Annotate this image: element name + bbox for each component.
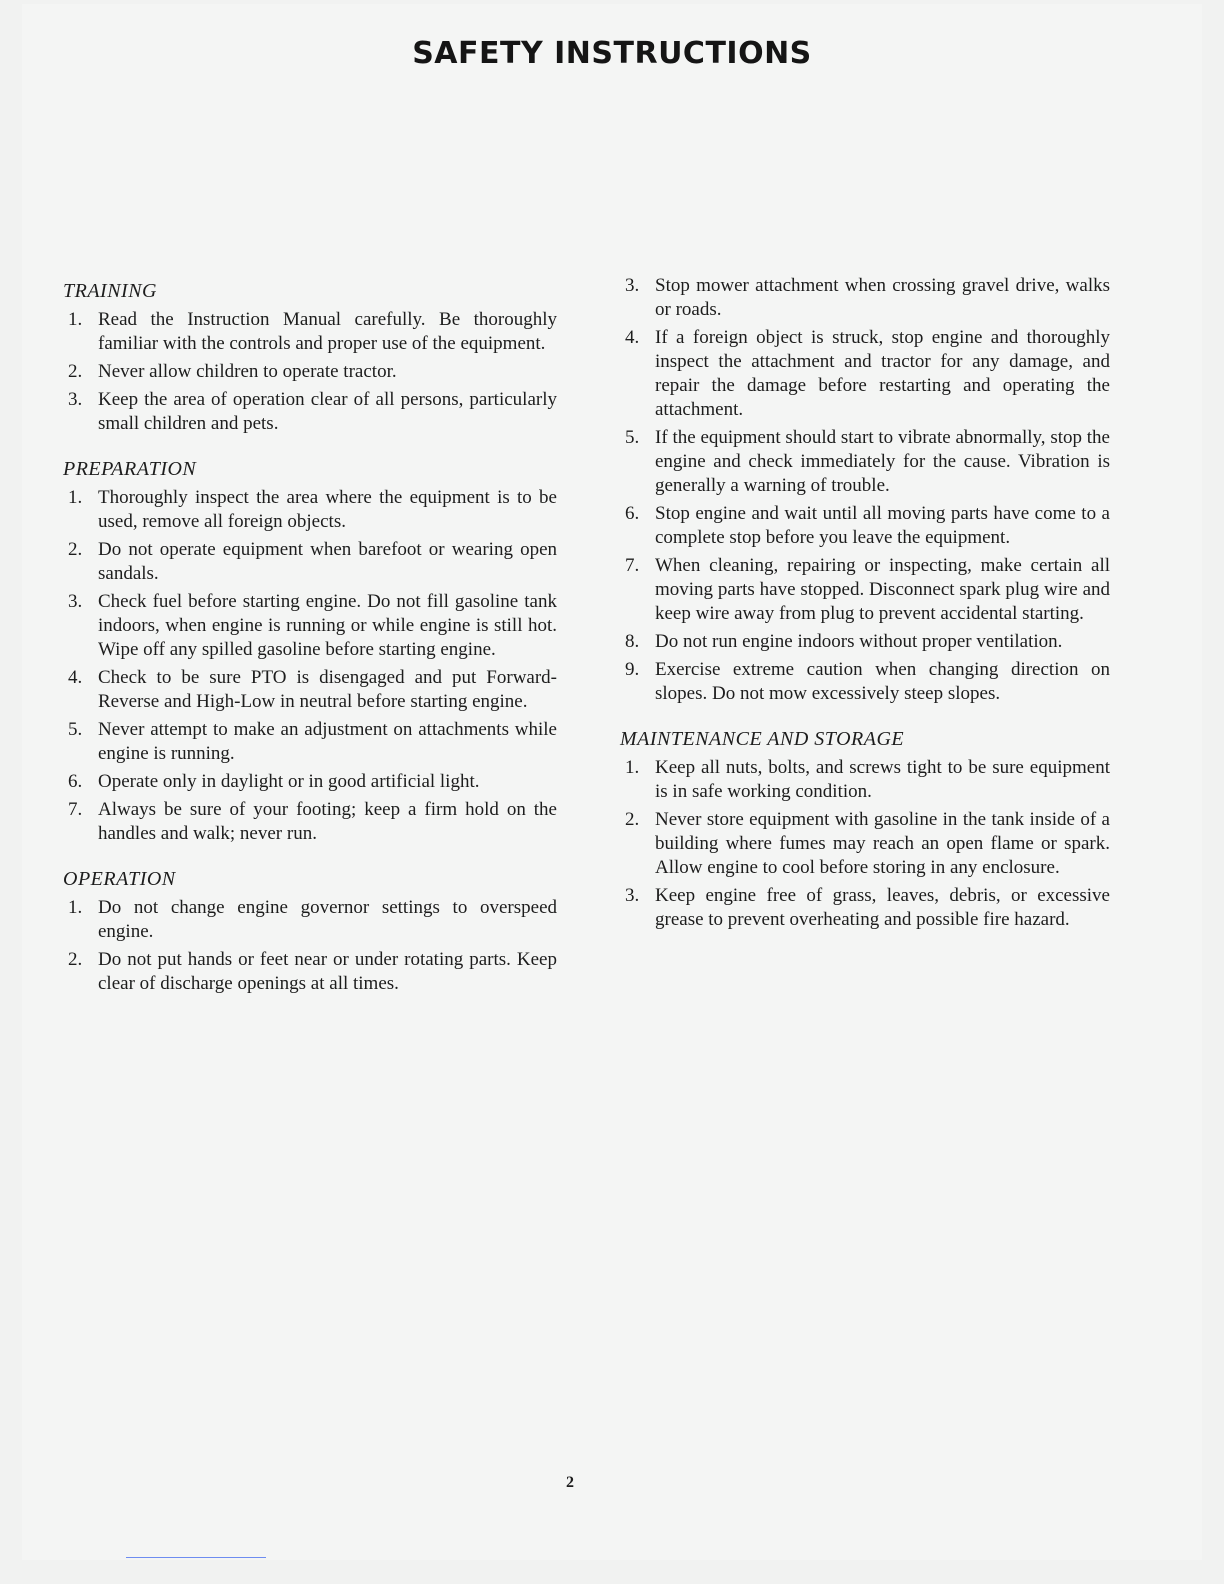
item-number: 5.: [68, 719, 83, 740]
list-item: [60, 308, 557, 356]
list-item: [617, 756, 1110, 804]
item-text: When cleaning, repairing or inspecting, make certain all moving parts have stopped. Disconnect spark plug wire and keep wire away from plug to prevent accidental starting.: [655, 555, 1110, 624]
item-text: Keep the area of operation clear of all persons, particularly small children and pets.: [98, 389, 557, 434]
list-item: [60, 948, 557, 996]
list-item: [60, 718, 557, 766]
list-item: [617, 554, 1110, 626]
list-item: [60, 590, 557, 662]
item-text: Do not operate equipment when barefoot or wearing open sandals.: [98, 539, 557, 584]
list-item: [617, 808, 1110, 880]
item-text: Do not change engine governor settings to overspeed engine.: [98, 897, 557, 942]
item-number: 2.: [625, 809, 640, 830]
list-item: [60, 666, 557, 714]
section-training: [60, 278, 557, 436]
item-number: 2.: [68, 539, 83, 560]
section-heading: OPERATION: [63, 868, 176, 890]
item-number: 7.: [625, 555, 640, 576]
item-text: Always be sure of your footing; keep a firm hold on the handles and walk; never run.: [98, 799, 557, 844]
item-number: 9.: [625, 659, 640, 680]
item-number: 2.: [68, 949, 83, 970]
item-text: Operate only in daylight or in good artificial light.: [98, 771, 480, 792]
left-column: [60, 278, 557, 1016]
list-item: [60, 770, 557, 794]
list-item: [617, 630, 1110, 654]
item-text: Stop mower attachment when crossing gravel drive, walks or roads.: [655, 275, 1110, 320]
item-text: Keep engine free of grass, leaves, debris, or excessive grease to prevent overheating and possible fire hazard.: [655, 885, 1110, 930]
link-underline: [126, 1557, 266, 1558]
list-item: [617, 502, 1110, 550]
item-number: 4.: [68, 667, 83, 688]
list-item: [60, 388, 557, 436]
page-number: 2: [566, 1474, 574, 1491]
item-text: Keep all nuts, bolts, and screws tight to be sure equipment is in safe working condition.: [655, 757, 1110, 802]
item-text: Check to be sure PTO is disengaged and put Forward-Reverse and High-Low in neutral before starting engine.: [98, 667, 557, 712]
item-number: 3.: [625, 885, 640, 906]
item-number: 1.: [68, 487, 83, 508]
item-number: 5.: [625, 427, 640, 448]
section-heading: MAINTENANCE AND STORAGE: [620, 728, 905, 750]
list-item: [60, 538, 557, 586]
item-number: 3.: [68, 591, 83, 612]
section-heading: PREPARATION: [63, 458, 197, 480]
item-number: 1.: [68, 897, 83, 918]
item-number: 4.: [625, 327, 640, 348]
list-item: [60, 486, 557, 534]
item-text: Check fuel before starting engine. Do not fill gasoline tank indoors, when engine is running or while engine is still hot. Wipe off any spilled gasoline before starting engine.: [98, 591, 557, 660]
list-item: [617, 884, 1110, 932]
section-preparation: [60, 456, 557, 846]
item-text: Read the Instruction Manual carefully. Be thoroughly familiar with the controls and proper use of the equipment.: [98, 309, 557, 354]
item-text: Never attempt to make an adjustment on attachments while engine is running.: [98, 719, 557, 764]
list-item: [60, 896, 557, 944]
section-heading: TRAINING: [63, 280, 157, 302]
right-column: [617, 274, 1110, 952]
section-operation: [60, 866, 557, 996]
list-item: [617, 274, 1110, 322]
item-number: 1.: [68, 309, 83, 330]
item-number: 6.: [625, 503, 640, 524]
section-maintenance-and-storage: [617, 726, 1110, 932]
list-item: [617, 326, 1110, 422]
page-title: SAFETY INSTRUCTIONS: [412, 36, 812, 71]
item-text: If a foreign object is struck, stop engine and thoroughly inspect the attachment and tractor for any damage, and repair the damage before restarting and operating the attachment.: [655, 327, 1110, 420]
list-item: [60, 798, 557, 846]
item-number: 1.: [625, 757, 640, 778]
item-number: 3.: [68, 389, 83, 410]
item-text: Do not put hands or feet near or under rotating parts. Keep clear of discharge openings at all times.: [98, 949, 557, 994]
item-text: If the equipment should start to vibrate abnormally, stop the engine and check immediately for the cause. Vibration is generally a warning of trouble.: [655, 427, 1110, 496]
list-item: [617, 658, 1110, 706]
item-number: 3.: [625, 275, 640, 296]
item-number: 8.: [625, 631, 640, 652]
item-text: Never allow children to operate tractor.: [98, 361, 397, 382]
item-text: Thoroughly inspect the area where the equipment is to be used, remove all foreign objects.: [98, 487, 557, 532]
list-item: [617, 426, 1110, 498]
item-number: 7.: [68, 799, 83, 820]
item-text: Do not run engine indoors without proper ventilation.: [655, 631, 1063, 652]
section-operation-continued: [617, 274, 1110, 706]
item-text: Stop engine and wait until all moving parts have come to a complete stop before you leave the equipment.: [655, 503, 1110, 548]
item-text: Never store equipment with gasoline in the tank inside of a building where fumes may reach an open flame or spark. Allow engine to cool before storing in any enclosure.: [655, 809, 1110, 878]
item-number: 6.: [68, 771, 83, 792]
list-item: [60, 360, 557, 384]
item-text: Exercise extreme caution when changing direction on slopes. Do not mow excessively steep slopes.: [655, 659, 1110, 704]
item-number: 2.: [68, 361, 83, 382]
